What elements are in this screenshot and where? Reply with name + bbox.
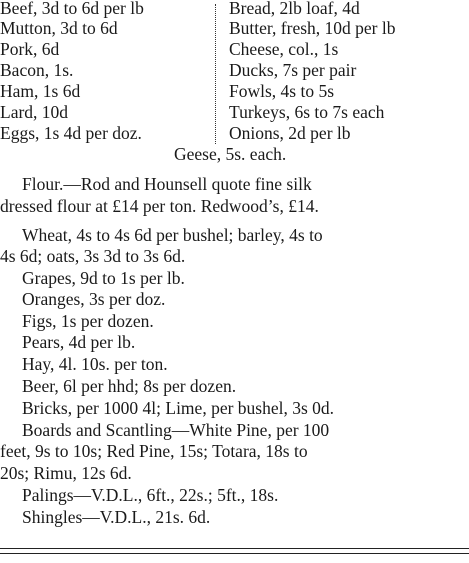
price-item-centered: Geese, 5s. each. (174, 144, 287, 164)
paragraph-line: Boards and Scantling—White Pine, per 100 (22, 420, 330, 440)
paragraph-line: dressed flour at £14 per ton. Redwood’s, £14. (0, 196, 319, 216)
price-item: Turkeys, 6s to 7s each (229, 102, 385, 122)
paragraph-line: 4s 6d; oats, 3s 3d to 3s 6d. (0, 246, 186, 266)
paragraph-line: Flour.—Rod and Hounsell quote fine silk (22, 174, 312, 194)
price-item: Fowls, 4s to 5s (229, 81, 335, 101)
paragraph-line: Hay, 4l. 10s. per ton. (22, 354, 168, 374)
paragraph-line: Bricks, per 1000 4l; Lime, per bushel, 3s 0d. (22, 398, 335, 418)
price-item: Beef, 3d to 6d per lb (0, 0, 144, 18)
paragraph-line: Pears, 4d per lb. (22, 332, 136, 352)
price-item: Ducks, 7s per pair (229, 60, 357, 80)
paragraph-line: Beer, 6l per hhd; 8s per dozen. (22, 376, 237, 396)
column-divider (215, 4, 216, 144)
price-item: Butter, fresh, 10d per lb (229, 18, 396, 38)
paragraph-line: Palings—V.D.L., 6ft., 22s.; 5ft., 18s. (22, 485, 279, 505)
price-item: Cheese, col., 1s (229, 39, 339, 59)
paragraph-line: Shingles—V.D.L., 21s. 6d. (22, 507, 211, 527)
section-rule (0, 548, 469, 549)
price-item: Eggs, 1s 4d per doz. (0, 123, 142, 143)
price-item: Mutton, 3d to 6d (0, 18, 118, 38)
section-rule (0, 553, 469, 554)
paragraph-line: Wheat, 4s to 4s 6d per bushel; barley, 4s to (22, 225, 323, 245)
paragraph-line: Figs, 1s per dozen. (22, 311, 154, 331)
price-item: Pork, 6d (0, 39, 60, 59)
price-item: Bacon, 1s. (0, 60, 74, 80)
price-item: Lard, 10d (0, 102, 69, 122)
paragraph-line: 20s; Rimu, 12s 6d. (0, 463, 132, 483)
price-item: Bread, 2lb loaf, 4d (229, 0, 360, 18)
paragraph-line: feet, 9s to 10s; Red Pine, 15s; Totara, 18s to (0, 441, 308, 461)
paragraph-line: Grapes, 9d to 1s per lb. (22, 268, 185, 288)
price-item: Ham, 1s 6d (0, 81, 81, 101)
price-item: Onions, 2d per lb (229, 123, 351, 143)
paragraph-line: Oranges, 3s per doz. (22, 289, 166, 309)
